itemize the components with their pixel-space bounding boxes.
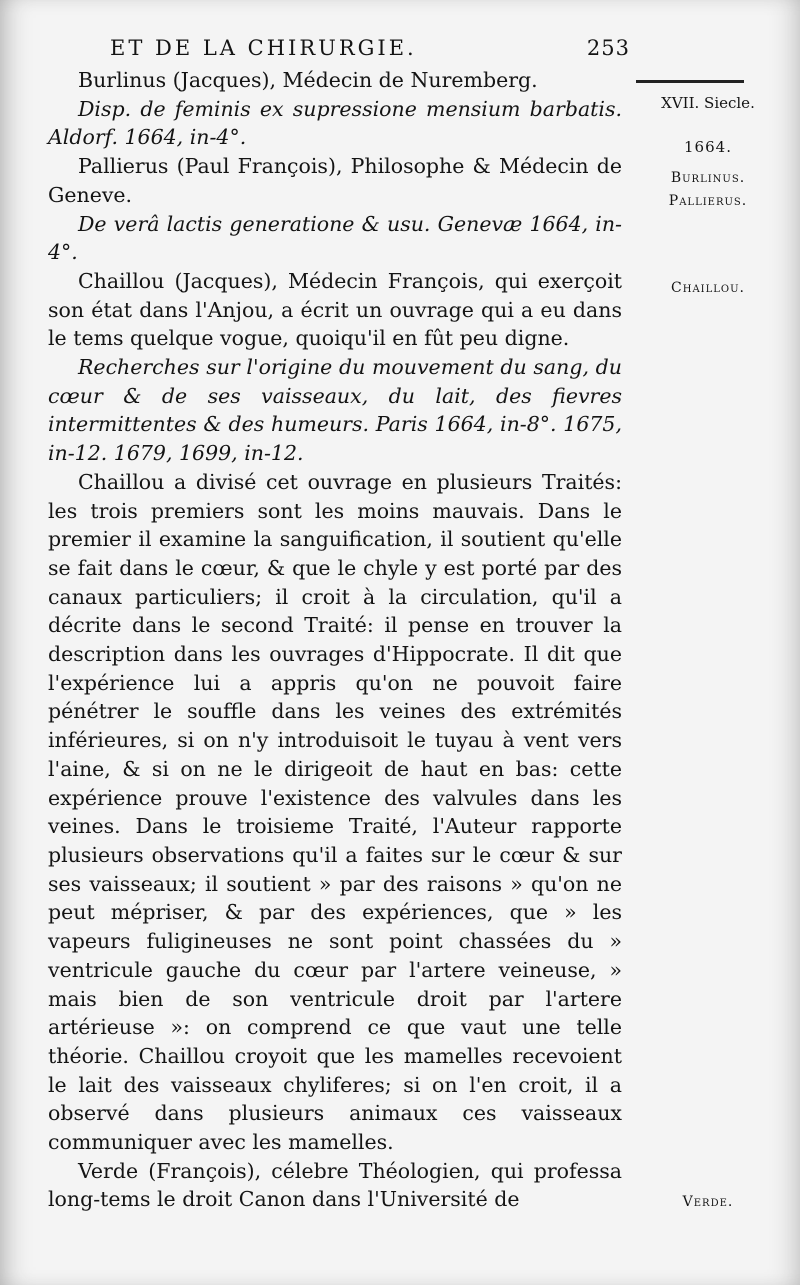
margin-name-burlinus: Burlinus. xyxy=(670,170,746,186)
title-chaillou: Recherches sur l'origine du mouvement du sang, du cœur & de ses vaisseaux, du lait, des fievres intermittentes & des humeurs. Paris 1664, in-8°. 1675, in-12. 1679, 1699, in-12. xyxy=(48,355,622,466)
page-number: 253 xyxy=(586,36,630,60)
title-pallierus: De verâ lactis generatione & usu. Genevæ 1664, in-4°. xyxy=(48,211,622,265)
margin-year: 1664. xyxy=(684,138,732,156)
margin-name-chaillou: Chaillou. xyxy=(671,280,745,296)
running-title: ET DE LA CHIRURGIE. xyxy=(110,36,417,60)
commentary-chaillou: Chaillou a divisé cet ouvrage en plusieurs Traités: les trois premiers sont les moins mauvais. Dans le premier il examine la sanguification, il soutient qu'elle se fait dans le cœur, & que le chyle y est porté par des canaux particuliers; il croit à la circulation, qu'il a décrite dans le second Traité: il pense en trouver la description dans les ouvrages d'Hippocrate. Il dit que l'expérience lui a appris qu'on ne pouvoit faire pénétrer le souffle dans les veines des extrémités inférieures, si on n'y introduisoit le tuyau à vent vers l'aine, & si on ne le dirigeoit de haut en bas: cette expérience prouve l'existence des valvules dans les veines. Dans le troisieme Traité, l'Auteur rapporte plusieurs observations qu'il a faites sur le cœur & sur ses vaisseaux; il soutient » par des raisons » qu'on ne peut mépriser, & par des expériences, que » les vapeurs fuligineuses ne sont point chassées du » ventricule gauche du cœur par l'artere veineuse, » mais bien de son ventricule droit par l'artere artérieuse »: on comprend ce que vaut une telle théorie. Chaillou croyoit que les mamelles recevoient le lait des vaisseaux chyliferes; si on l'en croit, il a observé dans plusieurs animaux ces vaisseaux communiquer avec les mamelles. xyxy=(48,469,622,1155)
title-burlinus: Disp. de feminis ex supressione mensium barbatis. Aldorf. 1664, in-4°. xyxy=(48,96,622,150)
margin-century: XVII. Siecle. xyxy=(661,94,755,112)
entry-burlinus: Burlinus (Jacques), Médecin de Nuremberg. xyxy=(78,68,538,92)
margin-name-verde: Verde. xyxy=(682,1194,734,1210)
margin-name-pallierus: Pallierus. xyxy=(668,193,748,209)
entry-verde: Verde (François), célebre Théologien, qui professa long-tems le droit Canon dans l'Université de xyxy=(48,1158,622,1212)
entry-pallierus: Pallierus (Paul François), Philosophe & Médecin de Geneve. xyxy=(48,154,622,207)
margin-rule xyxy=(636,80,744,83)
running-head xyxy=(110,36,630,60)
entry-chaillou: Chaillou (Jacques), Médecin François, qui exerçoit son état dans l'Anjou, a écrit un ouvrage qui a eu dans le tems quelque vogue, quoiqu'il en fût peu digne. xyxy=(48,268,622,351)
main-text xyxy=(48,66,622,1214)
